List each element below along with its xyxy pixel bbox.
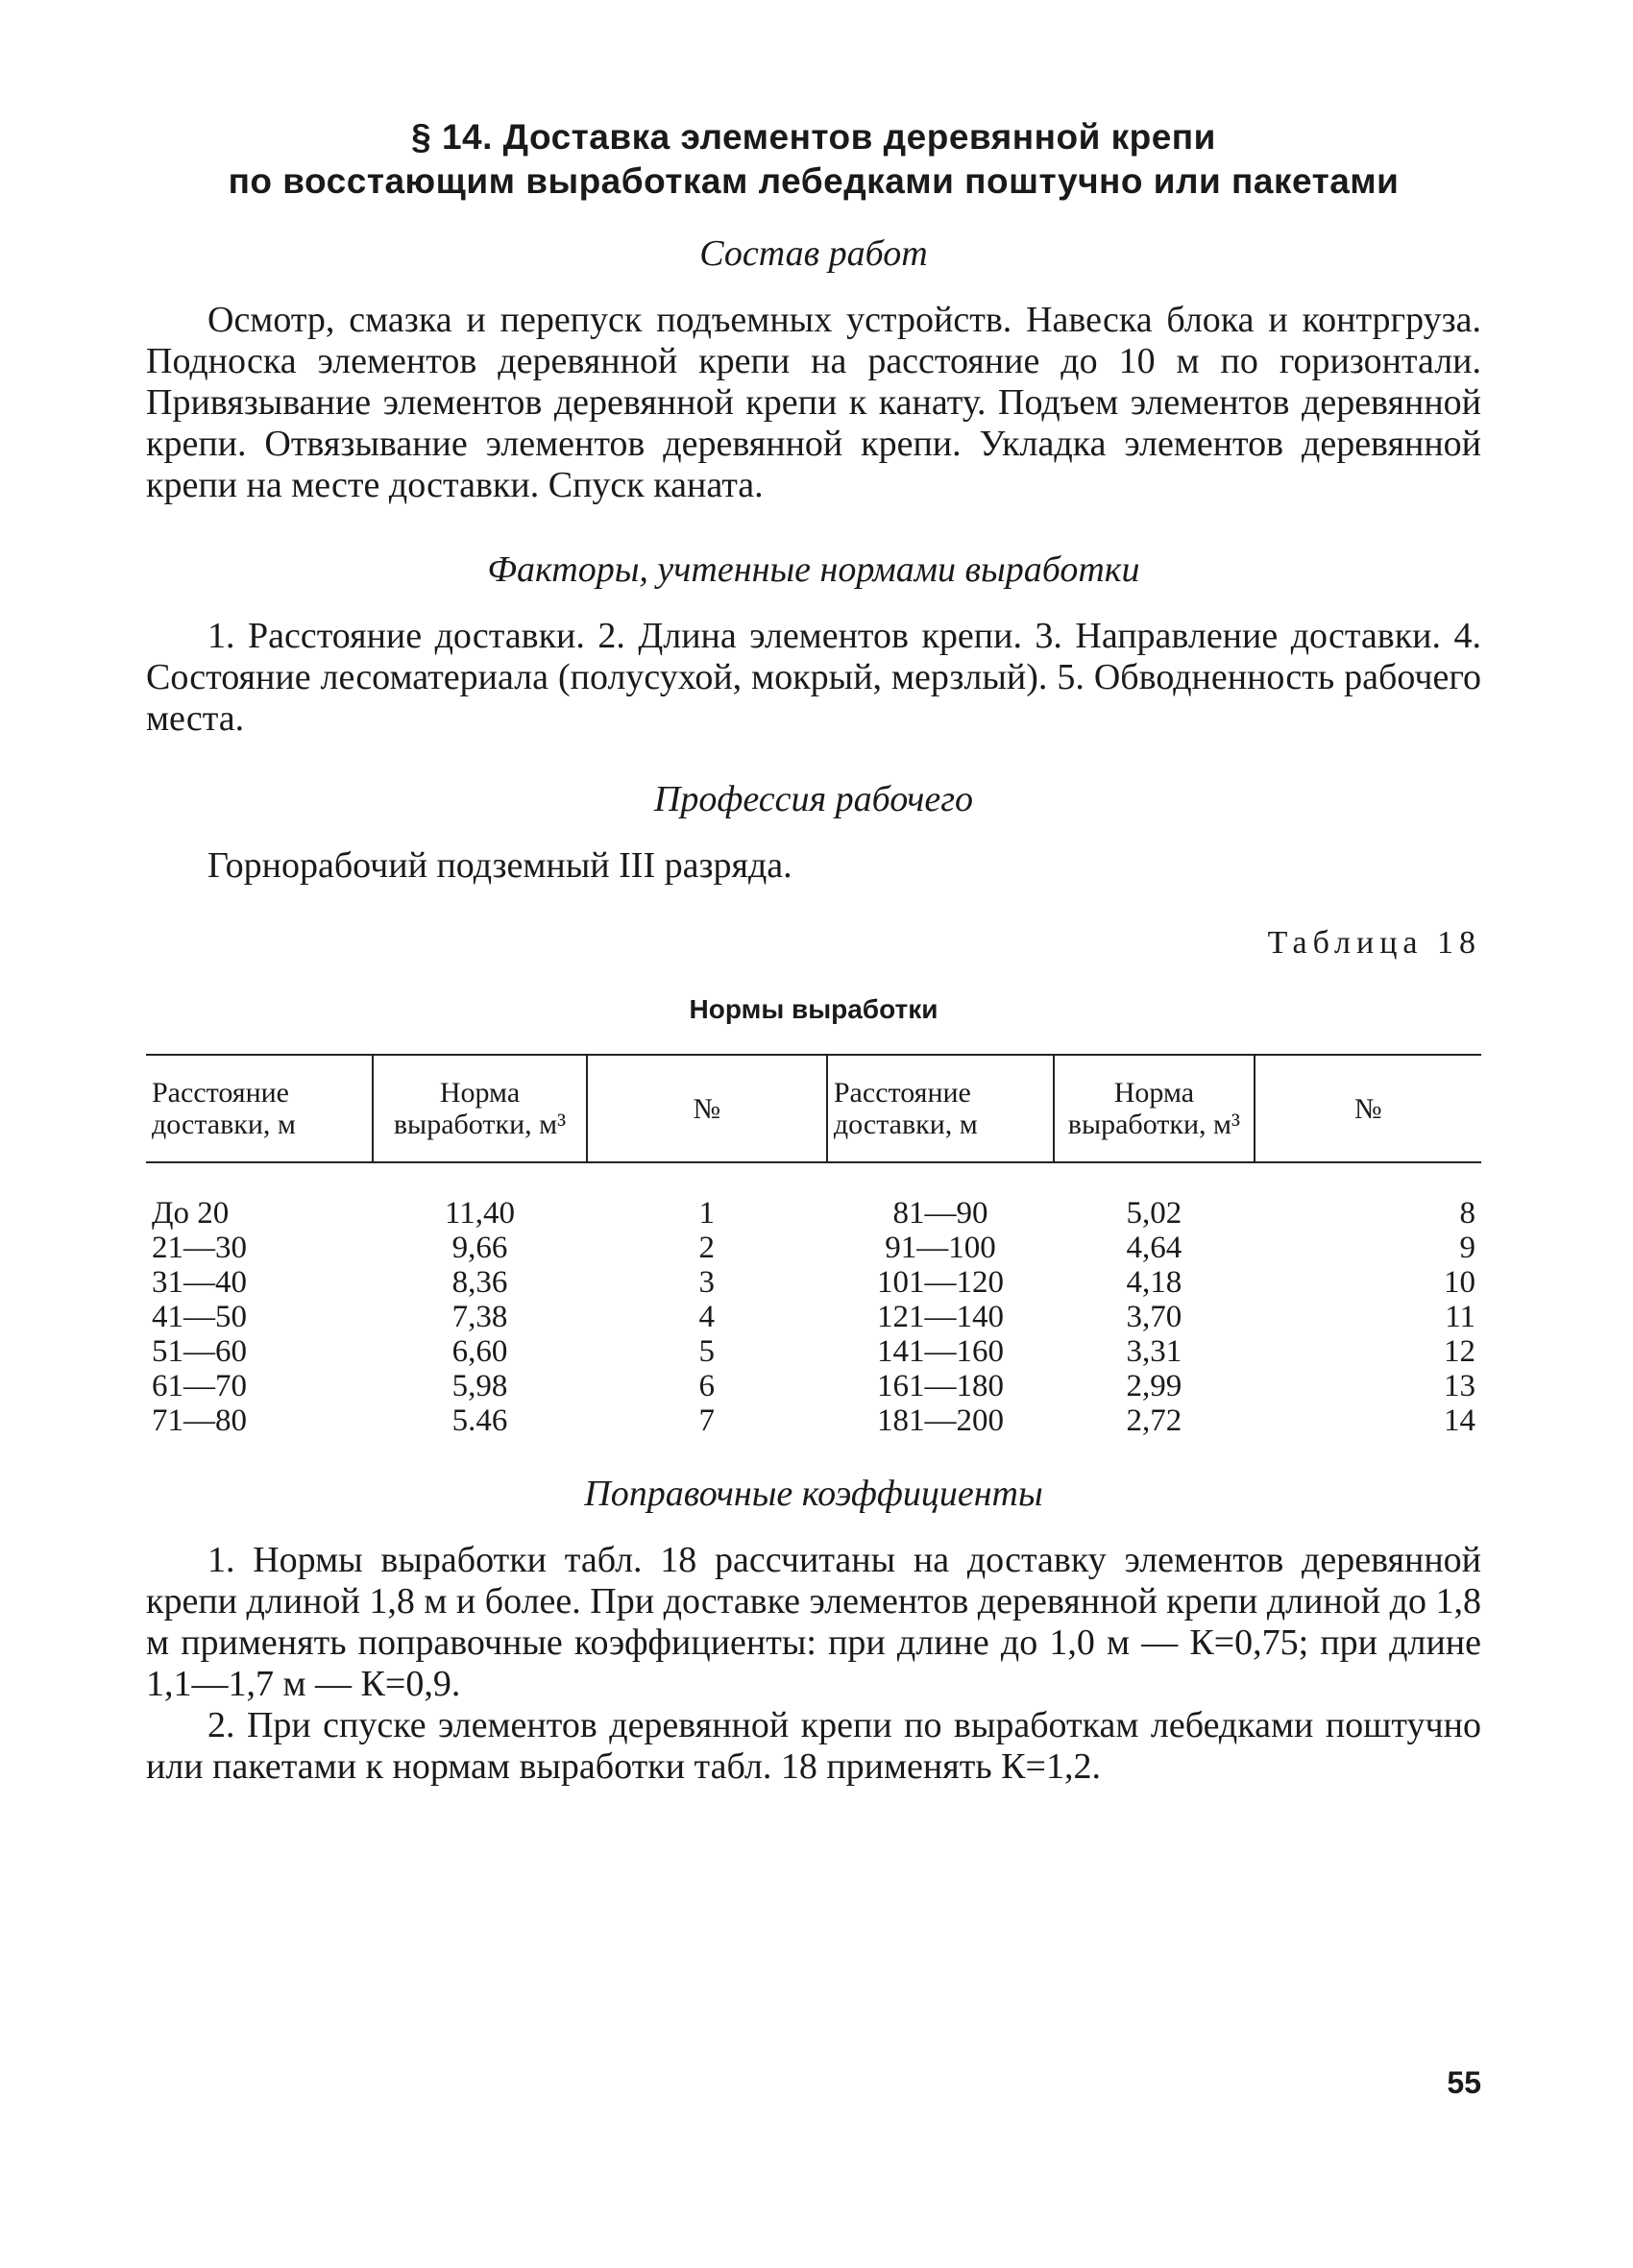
table-title: Нормы выработки [689,994,938,1024]
section-heading-line2: по восстающим выработкам лебедками поштучно или пакетами [228,161,1400,201]
profession-title: Профессия рабочего [653,779,974,819]
table-row [146,1162,1481,1231]
distance-cell: 41—50 [152,1300,247,1334]
number-cell: 7 [698,1403,716,1438]
page-number: 55 [1447,2065,1481,2100]
norm-cell: 6,60 [451,1334,508,1369]
norm-cell: 3,70 [1126,1300,1182,1334]
work-composition-title: Состав работ [699,233,928,274]
work-composition-text: Осмотр, смазка и перепуск подъемных устройств. Навеска блока и контргруза. Подноска элементов деревянной крепи на расстояние до 10 м по горизонтали. Привязывание элементов деревянной крепи к канату. Подъем элементов деревянной крепи. Отвязывание элементов деревянной крепи. Укладка элементов деревянной крепи на месте доставки. Спуск каната. [146,300,1481,505]
factors-title: Факторы, учтенные нормами выработки [487,549,1140,590]
number-cell: 3 [698,1265,716,1300]
header-distance-2: Расстояние доставки, м [827,1055,1054,1162]
norm-cell: 5,02 [1126,1196,1182,1231]
table-row [146,1369,1481,1403]
number-cell: 6 [698,1369,716,1403]
norm-cell: 2,72 [1126,1403,1182,1438]
distance-cell: 161—180 [877,1369,1005,1403]
header-number-2: № [1255,1055,1481,1162]
number-cell: 14 [1444,1403,1475,1438]
table-row [146,1265,1481,1300]
table-header-row [146,1055,1481,1162]
norm-cell: 4,64 [1126,1231,1182,1265]
number-cell: 5 [698,1334,716,1369]
norm-cell: 8,36 [451,1265,508,1300]
distance-cell: 51—60 [152,1334,247,1369]
distance-cell: 181—200 [877,1403,1005,1438]
norms-table [146,1054,1481,1438]
table-row [146,1300,1481,1334]
number-cell: 11 [1445,1300,1475,1334]
distance-cell: 101—120 [877,1265,1005,1300]
coefficient-item-2: 2. При спуске элементов деревянной крепи по выработкам лебедками поштучно или пакетами к нормам выработки табл. 18 применять К=1,2. [146,1705,1481,1787]
distance-cell: 71—80 [152,1403,247,1438]
section-heading [146,115,1481,204]
table-caption: Таблица 18 [1267,925,1481,961]
header-number-1: № [587,1055,827,1162]
number-cell: 10 [1444,1265,1475,1300]
number-cell: 2 [698,1231,716,1265]
number-cell: 1 [698,1196,716,1231]
norm-cell: 2,99 [1126,1369,1182,1403]
coefficient-item-1: 1. Нормы выработки табл. 18 рассчитаны на доставку элементов деревянной крепи длиной 1,8 м и более. При доставке элементов деревянной крепи длиной до 1,8 м применять поправочные коэффициенты: при длине до 1,0 м — К=0,75; при длине 1,1—1,7 м — К=0,9. [146,1540,1481,1704]
number-cell: 12 [1444,1334,1475,1369]
section-heading-line1: § 14. Доставка элементов деревянной крепи [411,117,1216,157]
header-distance-1: Расстояние доставки, м [146,1055,373,1162]
number-cell: 4 [698,1300,716,1334]
norm-cell: 4,18 [1126,1265,1182,1300]
distance-cell: 31—40 [152,1265,247,1300]
profession-text: Горнорабочий подземный III разряда. [207,845,792,886]
distance-cell: 21—30 [152,1231,247,1265]
distance-cell: 121—140 [877,1300,1005,1334]
header-norm-2: Норма выработки, м³ [1054,1055,1255,1162]
norm-cell: 5.46 [451,1403,508,1438]
table-row [146,1403,1481,1438]
norm-cell: 5,98 [451,1369,508,1403]
norm-cell: 7,38 [451,1300,508,1334]
distance-cell: 61—70 [152,1369,247,1403]
header-norm-1: Норма выработки, м³ [373,1055,586,1162]
distance-cell: 91—100 [885,1231,996,1265]
number-cell: 9 [1459,1231,1475,1265]
coefficients-title: Поправочные коэффициенты [584,1474,1043,1514]
document-page [146,115,1481,1788]
distance-cell: До 20 [152,1196,230,1231]
distance-cell: 81—90 [892,1196,988,1231]
norm-cell: 11,40 [444,1196,515,1231]
table-row [146,1334,1481,1369]
table-row [146,1231,1481,1265]
distance-cell: 141—160 [877,1334,1005,1369]
norm-cell: 9,66 [451,1231,508,1265]
number-cell: 8 [1459,1196,1475,1231]
factors-text: 1. Расстояние доставки. 2. Длина элементов крепи. 3. Направление доставки. 4. Состояние лесоматериала (полусухой, мокрый, мерзлый). 5. Обводненность рабочего места. [146,616,1481,739]
number-cell: 13 [1444,1369,1475,1403]
norm-cell: 3,31 [1126,1334,1182,1369]
